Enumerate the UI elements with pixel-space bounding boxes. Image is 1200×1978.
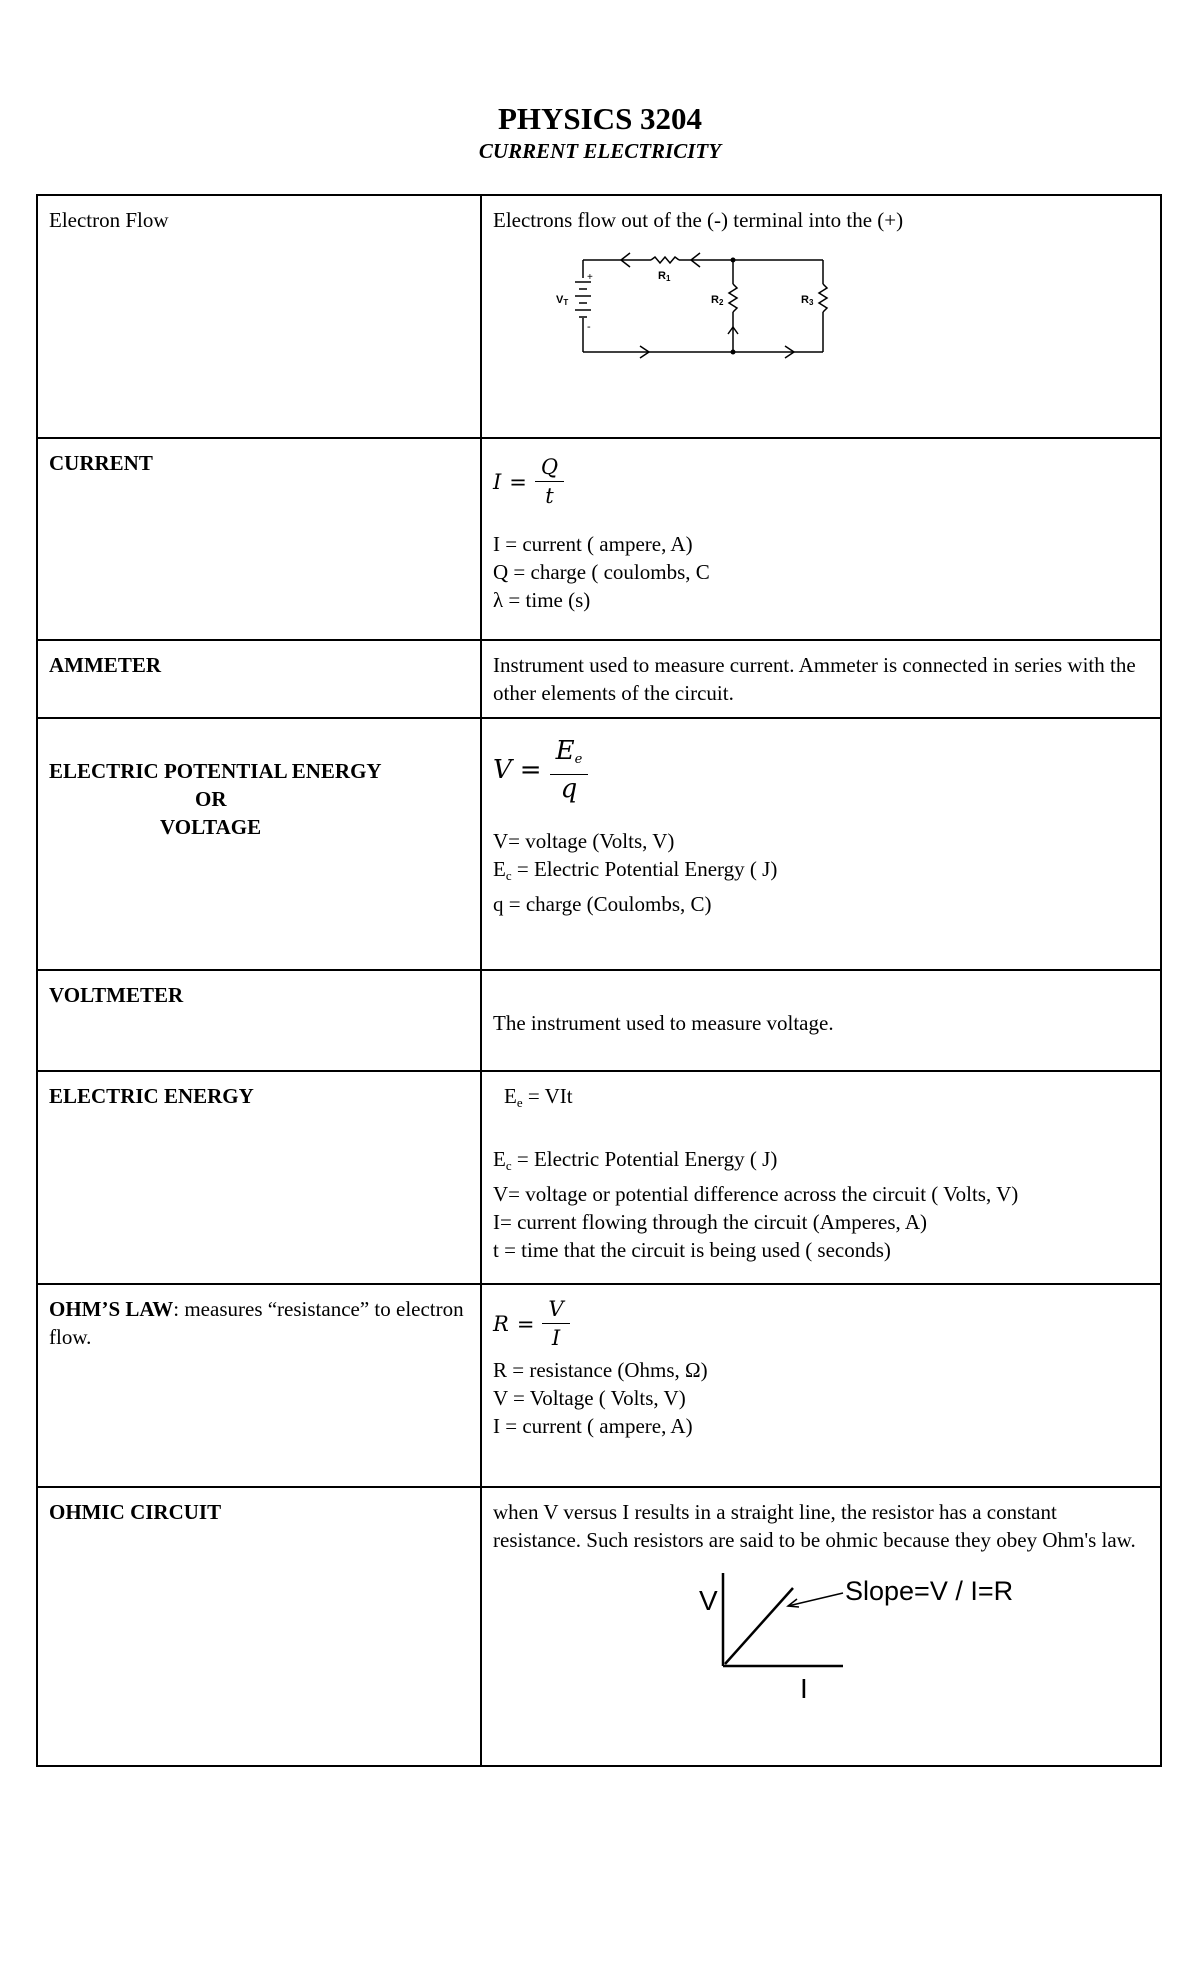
formula-denominator: t [545,484,554,508]
energy-def: $E_c$ = Electric Potential Energy ( J) [493,857,778,883]
voltage-def: V= voltage or potential difference across the circuit ( Volts, V) [493,1182,1019,1206]
term-electric-energy: ELECTRIC ENERGY [49,1084,254,1108]
term-voltmeter: VOLTMETER [49,983,184,1007]
vt-label: VT [556,294,569,307]
description-cell [481,970,1161,1071]
battery-minus-label: - [587,321,591,333]
term-potential-line1: ELECTRIC POTENTIAL ENERGY [49,759,382,783]
term-potential-line3: VOLTAGE [160,815,262,839]
vi-graph [683,1568,1149,1710]
row-electric-potential-energy [37,718,1161,970]
description-cell [481,640,1161,718]
voltmeter-description: The instrument used to measure voltage. [493,1011,834,1035]
graph-slope-label: Slope=V / I=R [845,1576,1014,1606]
ohmic-circuit-description: when V versus I results in a straight line, the resistor has a constant resistance. Such resistors are said to be ohmic because they obey Ohm's law. [493,1500,1136,1552]
battery-plus-label: + [587,272,593,283]
row-electric-energy [37,1071,1161,1284]
formula-numerator: Q [535,453,564,482]
term-cell [37,438,481,640]
formula-numerator: V [542,1295,569,1324]
term-cell [37,195,481,438]
formula-fraction [542,1295,569,1352]
formula-fraction [535,453,564,510]
charge-def: Q = charge ( coulombs, C [493,560,710,584]
circuit-diagram [533,240,863,375]
formula-equals: = [519,755,542,785]
current-def: I = current ( ampere, A) [493,1414,693,1438]
electric-energy-formula: $E_e$ = VIt [504,1084,573,1110]
electron-flow-description: Electrons flow out of the (-) terminal into the (+) [493,208,904,232]
row-ammeter [37,640,1161,718]
concept-table [36,194,1162,1767]
description-cell [481,1071,1161,1284]
formula-denominator: q [560,774,578,804]
time-def: λ = time (s) [493,588,591,612]
r1-label: R1 [658,270,671,283]
term-ohmic-circuit: OHMIC CIRCUIT [49,1500,222,1524]
r3-label: R3 [801,294,814,307]
term-cell [37,1487,481,1766]
term-potential-line2: OR [195,787,227,811]
description-cell [481,438,1161,640]
row-ohmic-circuit [37,1487,1161,1766]
document-subtitle: CURRENT ELECTRICITY [478,139,722,163]
term-cell [37,970,481,1071]
description-cell [481,195,1161,438]
description-cell [481,1487,1161,1766]
description-cell [481,718,1161,970]
document-header [0,100,1200,164]
ohmic-line [725,1588,793,1664]
row-current [37,438,1161,640]
voltage-def: V = Voltage ( Volts, V) [493,1386,686,1410]
resistor-r3 [819,284,827,312]
graph-y-label: V [699,1585,718,1616]
formula-numerator: $E_e$ [550,737,589,775]
document-title: PHYSICS 3204 [497,101,703,136]
term-cell [37,1284,481,1487]
formula-lhs: I [493,469,502,494]
resistor-r2 [729,284,737,312]
graph-x-label: I [800,1673,808,1703]
row-voltmeter [37,970,1161,1071]
formula-fraction [550,737,589,803]
current-def: I= current flowing through the circuit (Amperes, A) [493,1210,928,1234]
voltage-formula [493,737,588,803]
formula-lhs: V [493,755,512,785]
term-cell [37,1071,481,1284]
time-def: t = time that the circuit is being used ( seconds) [493,1238,891,1262]
resistance-def: R = resistance (Ohms, Ω) [493,1358,708,1382]
formula-equals: = [516,1311,535,1336]
formula-lhs: R [493,1311,509,1336]
term-electron-flow: Electron Flow [49,208,169,232]
ammeter-description: Instrument used to measure current. Ammeter is connected in series with the other elements of the circuit. [493,653,1136,705]
current-formula [493,453,564,510]
description-cell [481,1284,1161,1487]
term-current: CURRENT [49,451,153,475]
resistor-r1 [651,257,679,263]
voltage-def: V= voltage (Volts, V) [493,829,675,853]
row-electron-flow [37,195,1161,438]
charge-def: q = charge (Coulombs, C) [493,892,712,916]
term-ohms-law: OHM’S LAW [49,1297,174,1321]
row-ohms-law [37,1284,1161,1487]
current-def: I = current ( ampere, A) [493,532,693,556]
energy-def: $E_c$ = Electric Potential Energy ( J) [493,1147,778,1173]
ohms-law-description: : measures “resistance” to electron flow. [49,1297,464,1349]
term-ammeter: AMMETER [49,653,161,677]
term-cell [37,640,481,718]
formula-equals: = [509,469,527,494]
ohms-law-formula [493,1295,570,1352]
r2-label: R2 [711,294,724,307]
formula-denominator: I [551,1326,561,1350]
term-cell [37,718,481,970]
